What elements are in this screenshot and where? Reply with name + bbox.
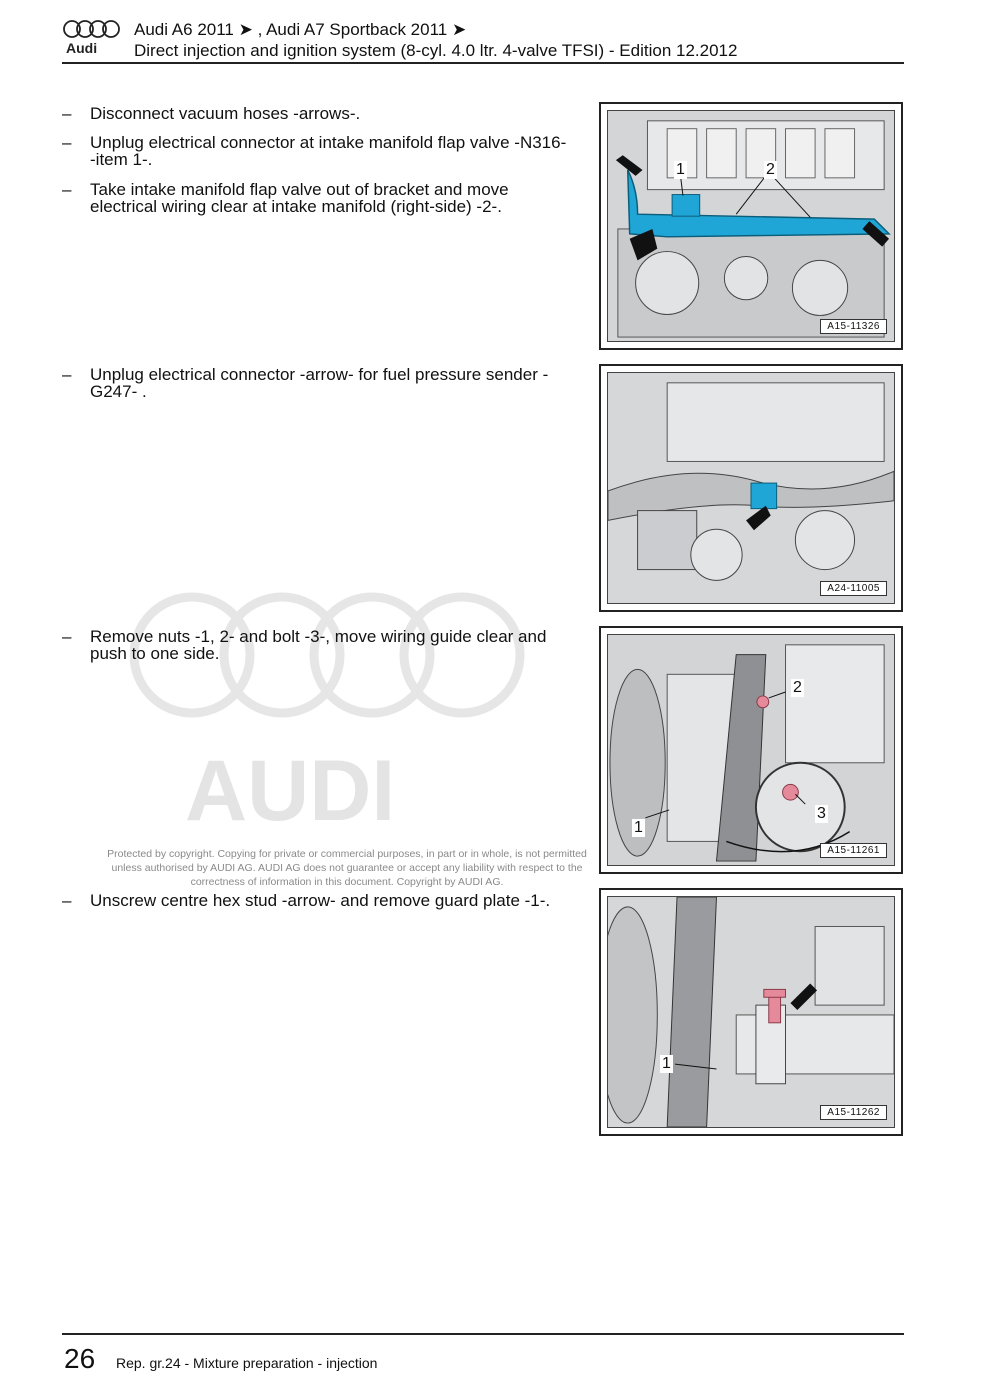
step-text: Unscrew centre hex stud -arrow- and remove guard plate -1-. bbox=[90, 891, 551, 910]
step-dash: – bbox=[62, 627, 72, 646]
step-text: Unplug electrical connector at intake manifold flap valve -N316- -item 1-. bbox=[90, 133, 567, 169]
step-6 bbox=[62, 892, 572, 912]
figure-ref: A15-11262 bbox=[820, 1105, 887, 1120]
figure-image bbox=[607, 896, 895, 1128]
engine-illustration bbox=[608, 635, 894, 865]
figure-wiring-guide bbox=[599, 626, 903, 874]
callout-1: 1 bbox=[662, 1055, 671, 1072]
audi-watermark bbox=[130, 580, 530, 830]
figure-ref: A15-11326 bbox=[820, 319, 887, 334]
engine-illustration bbox=[608, 111, 894, 341]
step-dash: – bbox=[62, 133, 72, 152]
header-title: Audi A6 2011 ➤ , Audi A7 Sportback 2011 ➤ bbox=[134, 20, 467, 39]
figure-fuel-pressure-sender bbox=[599, 364, 903, 612]
callout-3: 3 bbox=[817, 805, 826, 822]
step-text: Disconnect vacuum hoses -arrows-. bbox=[90, 104, 361, 123]
watermark-logo-text: AUDI bbox=[185, 743, 396, 830]
callout-2: 2 bbox=[766, 161, 775, 178]
page-header bbox=[62, 18, 904, 64]
step-4 bbox=[62, 366, 572, 406]
step-3 bbox=[62, 181, 572, 221]
figure-intake-manifold bbox=[599, 102, 903, 350]
audi-logo bbox=[62, 18, 126, 58]
step-dash: – bbox=[62, 104, 72, 123]
callout-2: 2 bbox=[793, 679, 802, 696]
copyright-notice: Protected by copyright. Copying for private or commercial purposes, in part or in whole, is not permitted unless authorised by AUDI AG. AUDI AG does not guarantee or accept any liability with respect to the correctness of information in this document. Copyright by AUDI AG. bbox=[107, 848, 587, 888]
figure-image bbox=[607, 110, 895, 342]
step-text: Remove nuts -1, 2- and bolt -3-, move wiring guide clear and push to one side. bbox=[90, 627, 547, 663]
step-1 bbox=[62, 105, 572, 125]
engine-illustration bbox=[608, 897, 894, 1127]
step-5 bbox=[62, 628, 572, 668]
page-number: 26 bbox=[64, 1343, 96, 1374]
audi-logo-text: Audi bbox=[66, 40, 98, 56]
step-dash: – bbox=[62, 891, 72, 910]
step-dash: – bbox=[62, 180, 72, 199]
figure-ref: A15-11261 bbox=[820, 843, 887, 858]
step-2 bbox=[62, 134, 572, 174]
step-text: Unplug electrical connector -arrow- for fuel pressure sender -G247- . bbox=[90, 365, 549, 401]
footer-section: Rep. gr.24 - Mixture preparation - injection bbox=[116, 1355, 378, 1371]
step-dash: – bbox=[62, 365, 72, 384]
page-footer bbox=[62, 1333, 904, 1374]
figure-guard-plate bbox=[599, 888, 903, 1136]
step-text: Take intake manifold flap valve out of bracket and move electrical wiring clear at intake manifold (right-side) -2-. bbox=[90, 180, 509, 216]
header-subtitle: Direct injection and ignition system (8-cyl. 4.0 ltr. 4-valve TFSI) - Edition 12.2012 bbox=[134, 41, 738, 60]
callout-1: 1 bbox=[676, 161, 685, 178]
callout-1: 1 bbox=[634, 819, 643, 836]
engine-illustration bbox=[608, 373, 894, 603]
figure-image bbox=[607, 634, 895, 866]
figure-image bbox=[607, 372, 895, 604]
figure-ref: A24-11005 bbox=[820, 581, 887, 596]
